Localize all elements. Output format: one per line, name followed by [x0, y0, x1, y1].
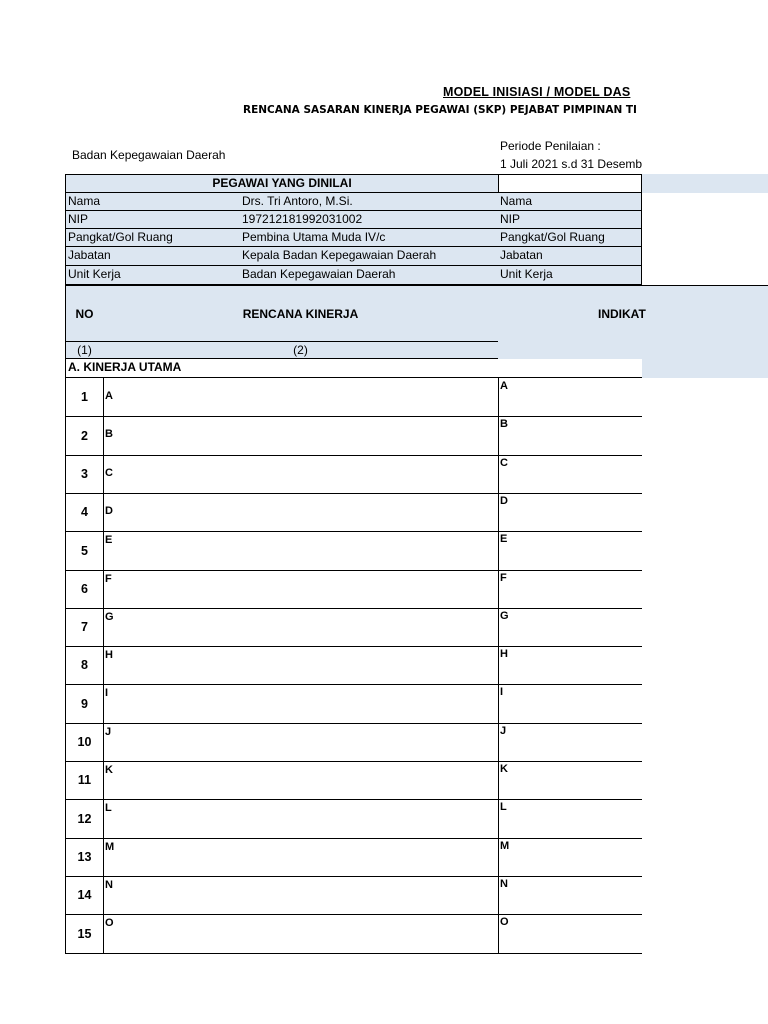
indikator-cell: [498, 378, 642, 417]
indikator-text: I: [500, 686, 504, 698]
rencana-kinerja-cell: [103, 914, 499, 954]
indikator-text: M: [500, 840, 510, 852]
rencana-kinerja-text: N: [105, 879, 113, 891]
pegawai-value: Pembina Utama Muda IV/c: [240, 229, 499, 247]
indikator-text: O: [500, 916, 509, 928]
row-number: 13: [65, 838, 104, 877]
pegawai-label: NIP: [65, 211, 241, 229]
pegawai-label: Pangkat/Gol Ruang: [65, 229, 241, 247]
indikator-cell: [498, 723, 642, 762]
rencana-kinerja-cell: [103, 378, 499, 417]
indikator-text: D: [500, 495, 508, 507]
col-indikator-number: [498, 342, 768, 359]
rencana-kinerja-text: L: [105, 802, 112, 814]
indikator-text: B: [500, 418, 508, 430]
indikator-text: F: [500, 572, 507, 584]
indikator-cell: [498, 914, 642, 954]
row-number: 7: [65, 608, 104, 647]
row-number: 11: [65, 761, 104, 800]
rencana-kinerja-text: B: [105, 428, 113, 440]
row-number: 1: [65, 378, 104, 417]
instansi-name: Badan Kepegawaian Daerah: [72, 148, 226, 162]
rencana-kinerja-cell: [103, 723, 499, 762]
row-number: 14: [65, 876, 104, 915]
rencana-kinerja-cell: [103, 838, 499, 877]
pegawai-value: Kepala Badan Kepegawaian Daerah: [240, 247, 499, 266]
penilai-label: NIP: [498, 211, 642, 229]
document-subtitle: RENCANA SASARAN KINERJA PEGAWAI (SKP) PEJABAT PIMPINAN TI: [243, 104, 637, 116]
pegawai-value: Drs. Tri Antoro, M.Si.: [240, 193, 499, 211]
indikator-cell: [498, 531, 642, 571]
col-no-header: NO: [65, 285, 104, 342]
pegawai-label: Jabatan: [65, 247, 241, 266]
section-overflow: [642, 359, 768, 378]
pegawai-label: Unit Kerja: [65, 266, 241, 285]
rencana-kinerja-cell: [103, 799, 499, 839]
rencana-kinerja-cell: [103, 646, 499, 685]
indikator-cell: [498, 684, 642, 724]
row-number: 12: [65, 799, 104, 839]
penilai-label: Pangkat/Gol Ruang: [498, 229, 642, 247]
rencana-kinerja-text: A: [105, 390, 113, 402]
pegawai-heading: PEGAWAI YANG DINILAI: [65, 174, 499, 193]
indikator-text: K: [500, 763, 508, 775]
indikator-text: N: [500, 878, 508, 890]
col-indikator-header: INDIKAT: [498, 285, 768, 342]
rencana-kinerja-text: O: [105, 917, 114, 929]
indikator-cell: [498, 570, 642, 609]
rencana-kinerja-text: C: [105, 467, 113, 479]
rencana-kinerja-text: M: [105, 841, 115, 853]
indikator-cell: [498, 761, 642, 800]
row-number: 4: [65, 493, 104, 532]
document-title: MODEL INISIASI / MODEL DAS: [443, 85, 631, 99]
penilai-heading-cell: [498, 174, 642, 193]
indikator-text: A: [500, 380, 508, 392]
periode-value: 1 Juli 2021 s.d 31 Desemb: [500, 157, 643, 171]
rencana-kinerja-text: D: [105, 505, 113, 517]
rencana-kinerja-cell: [103, 493, 499, 532]
col-rencana-number: (2): [103, 342, 499, 359]
indikator-cell: [498, 838, 642, 877]
indikator-cell: [498, 416, 642, 456]
indikator-cell: [498, 646, 642, 685]
pegawai-label: Nama: [65, 193, 241, 211]
indikator-text: E: [500, 533, 508, 545]
col-rencana-header: RENCANA KINERJA: [103, 285, 499, 342]
indikator-cell: [498, 799, 642, 839]
indikator-cell: [498, 876, 642, 915]
indikator-cell: [498, 493, 642, 532]
row-number: 8: [65, 646, 104, 685]
row-number: 15: [65, 914, 104, 954]
rencana-kinerja-text: J: [105, 726, 112, 738]
rencana-kinerja-cell: [103, 531, 499, 571]
rencana-kinerja-cell: [103, 684, 499, 724]
rencana-kinerja-text: H: [105, 649, 113, 661]
penilai-label: Jabatan: [498, 247, 642, 266]
row-number: 3: [65, 455, 104, 494]
row-number: 6: [65, 570, 104, 609]
rencana-kinerja-cell: [103, 876, 499, 915]
rencana-kinerja-text: F: [105, 573, 112, 585]
col-no-number: (1): [65, 342, 104, 359]
indikator-cell: [498, 608, 642, 647]
rencana-kinerja-text: I: [105, 687, 109, 699]
pegawai-value: Badan Kepegawaian Daerah: [240, 266, 499, 285]
rencana-kinerja-cell: [103, 570, 499, 609]
row-number: 9: [65, 684, 104, 724]
rencana-kinerja-cell: [103, 455, 499, 494]
indikator-cell: [498, 455, 642, 494]
indikator-text: C: [500, 457, 508, 469]
rencana-kinerja-cell: [103, 416, 499, 456]
rencana-kinerja-text: K: [105, 764, 113, 776]
rencana-kinerja-cell: [103, 608, 499, 647]
periode-label: Periode Penilaian :: [500, 139, 601, 153]
penilai-label: Unit Kerja: [498, 266, 642, 285]
section-kinerja-utama: A. KINERJA UTAMA: [65, 359, 642, 378]
row-number: 10: [65, 723, 104, 762]
indikator-text: L: [500, 801, 507, 813]
row-number: 2: [65, 416, 104, 456]
row-number: 5: [65, 531, 104, 571]
rencana-kinerja-cell: [103, 761, 499, 800]
penilai-heading-overflow: [642, 174, 768, 193]
indikator-text: G: [500, 610, 509, 622]
penilai-label: Nama: [498, 193, 642, 211]
rencana-kinerja-text: G: [105, 611, 114, 623]
pegawai-value: 197212181992031002: [240, 211, 499, 229]
rencana-kinerja-text: E: [105, 534, 113, 546]
indikator-text: H: [500, 648, 508, 660]
indikator-text: J: [500, 725, 507, 737]
